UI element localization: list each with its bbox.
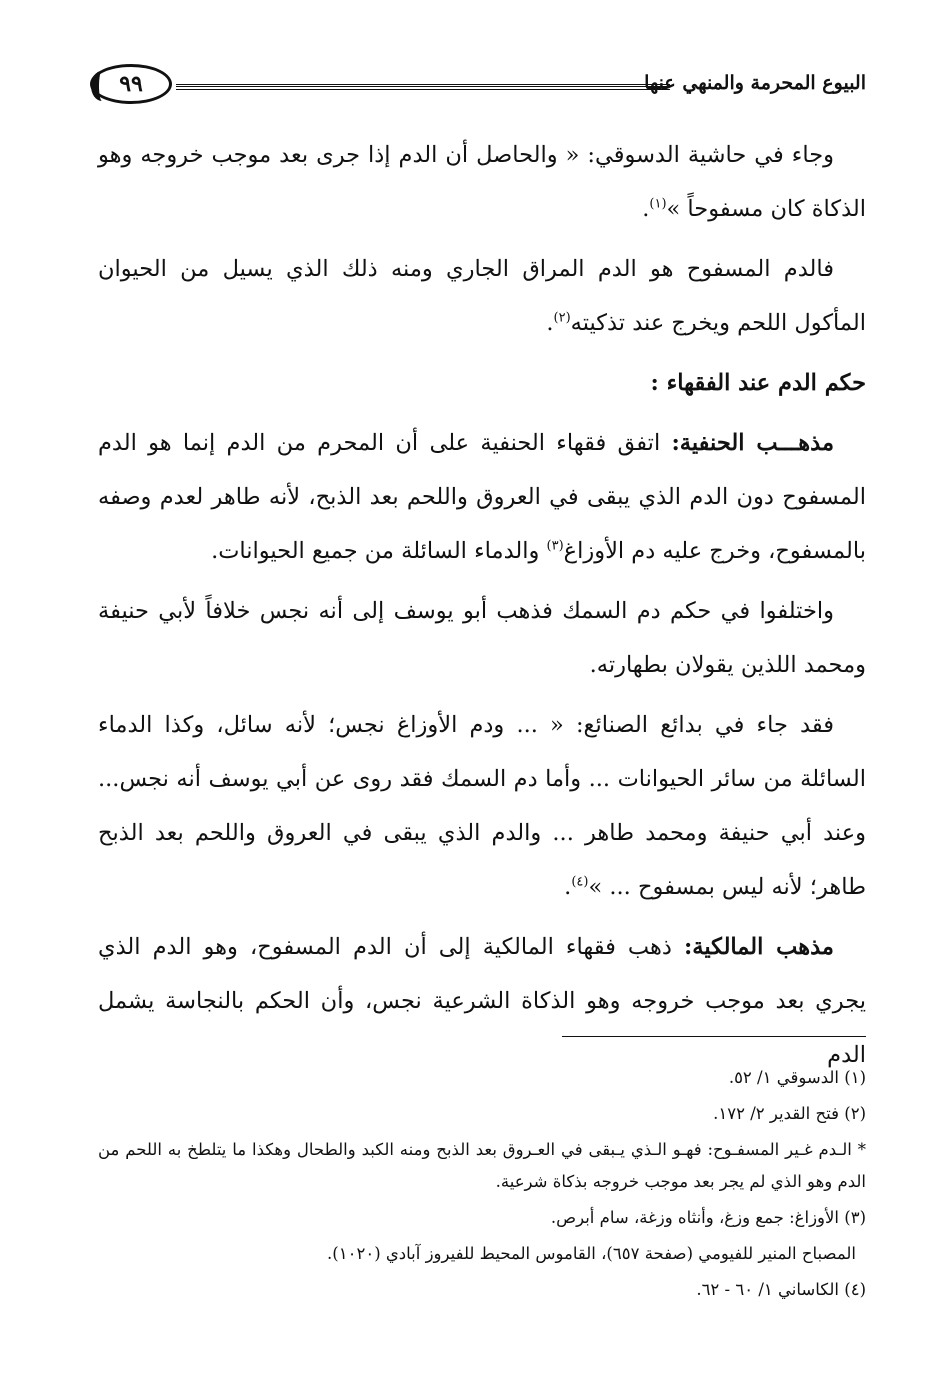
section-heading: حكم الدم عند الفقهاء : [650, 370, 866, 396]
paragraph-masfuh: فالدم المسفوح هو الدم المراق الجاري ومنه ذلك الذي يسيل من الحيوان المأكول اللحم ويخرج عند تذكيته$^{(٢)}$. [98, 256, 866, 336]
footnote-3: (٣) الأوزاغ: جمع وزغ، وأنثاه وزغة، سام أبرص. [550, 1208, 866, 1227]
page-number-text: ٩٩ [119, 71, 143, 97]
footnote-2: (٢) فتح القدير ٢/ ١٧٢. [713, 1104, 866, 1123]
main-text [98, 128, 866, 1088]
madhhab-label: مذهب المالكية: [683, 934, 834, 960]
footnote-1: (١) الدسوقي ١/ ٥٢. [728, 1068, 866, 1087]
paragraph-badai: فقد جاء في بدائع الصنائع: « ... ودم الأوزاغ نجس؛ لأنه سائل، وكذا الدماء السائلة من سائر الحيوانات ... وأما دم السمك فقد روى عن أبي يوسف أنه نجس... وعند أبي حنيفة ومحمد طاهر ... والدم الذي يبقى في العروق واللحم بعد الذبح طاهر؛ لأنه ليس بمسفوح ... »$^{(٤)}$. [98, 712, 866, 900]
page-header [90, 62, 866, 112]
running-title: البيوع المحرمة والمنهي عنها [644, 72, 866, 94]
footnote-3-source: المصباح المنير للفيومي (صفحة ٦٥٧)، القاموس المحيط للفيروز آبادي (١٠٢٠). [327, 1244, 856, 1263]
paragraph-text: فالدم المسفوح هو الدم المراق الجاري ومنه ذلك الذي يسيل من الحيوان المأكول اللحم ويخرج عند تذكيته [98, 256, 866, 336]
paragraph-fish-blood: واختلفوا في حكم دم السمك فذهب أبو يوسف إلى أنه نجس خلافاً لأبي حنيفة ومحمد اللذين يقولان بطهارته. [98, 598, 866, 678]
footnote-separator [562, 1036, 866, 1037]
footnotes [98, 1062, 866, 1310]
footnote-4: (٤) الكاساني ١/ ٦٠ - ٦٢. [696, 1280, 866, 1299]
paragraph-text: فقد جاء في بدائع الصنائع: « ... ودم الأوزاغ نجس؛ لأنه سائل، وكذا الدماء السائلة من سائر الحيوانات ... وأما دم السمك فقد روى عن أبي يوسف أنه نجس... وعند أبي حنيفة ومحمد طاهر ... والدم الذي يبقى في العروق واللحم بعد الذبح طاهر؛ لأنه ليس بمسفوح ... » [98, 712, 866, 900]
footnote-star: * الـدم غـير المسفـوح: فهـو الـذي يـبقى في العـروق بعد الذبح ومنه الكبد والطحال وهكذا ما يتلطخ به اللحم من الدم وهو الذي لم يجر بعد موجب خروجه بذكاة شرعية. [98, 1140, 866, 1191]
madhhab-label: مذهـــب الحنفية: [671, 430, 835, 456]
footnote-ref: (٤) [571, 874, 589, 890]
paragraph-text: وجاء في حاشية الدسوقي: « والحاصل أن الدم إذا جرى بعد موجب خروجه وهو الذكاة كان مسفوحاً » [98, 142, 866, 222]
paragraph-hanafi [98, 416, 866, 578]
paragraph-dasuqi: وجاء في حاشية الدسوقي: « والحاصل أن الدم إذا جرى بعد موجب خروجه وهو الذكاة كان مسفوحاً »$^{(١)}$. [98, 142, 866, 222]
footnote-ref: (٢) [553, 310, 571, 326]
paragraph-text: والدماء السائلة من جميع الحيوانات. [211, 538, 547, 564]
paragraph-maliki [98, 920, 866, 1082]
footnote-ref: (٣) [546, 538, 564, 554]
header-rule [176, 84, 670, 90]
footnote-ref: (١) [649, 196, 667, 212]
paragraph-text: ذهب فقهاء المالكية إلى أن الدم المسفوح، وهو الدم الذي يجري بعد موجب خروجه وهو الذكاة الشرعية نجس، وأن الحكم بالنجاسة يشمل الدم [98, 934, 866, 1068]
paragraph-text: اتفق فقهاء الحنفية على أن المحرم من الدم إنما هو الدم المسفوح دون الدم الذي يبقى في العروق واللحم بعد الذبح، لأنه طاهر لعدم وصفه بالمسفوح، وخرج عليه دم الأوزاغ [98, 430, 866, 564]
page-number [90, 64, 172, 104]
